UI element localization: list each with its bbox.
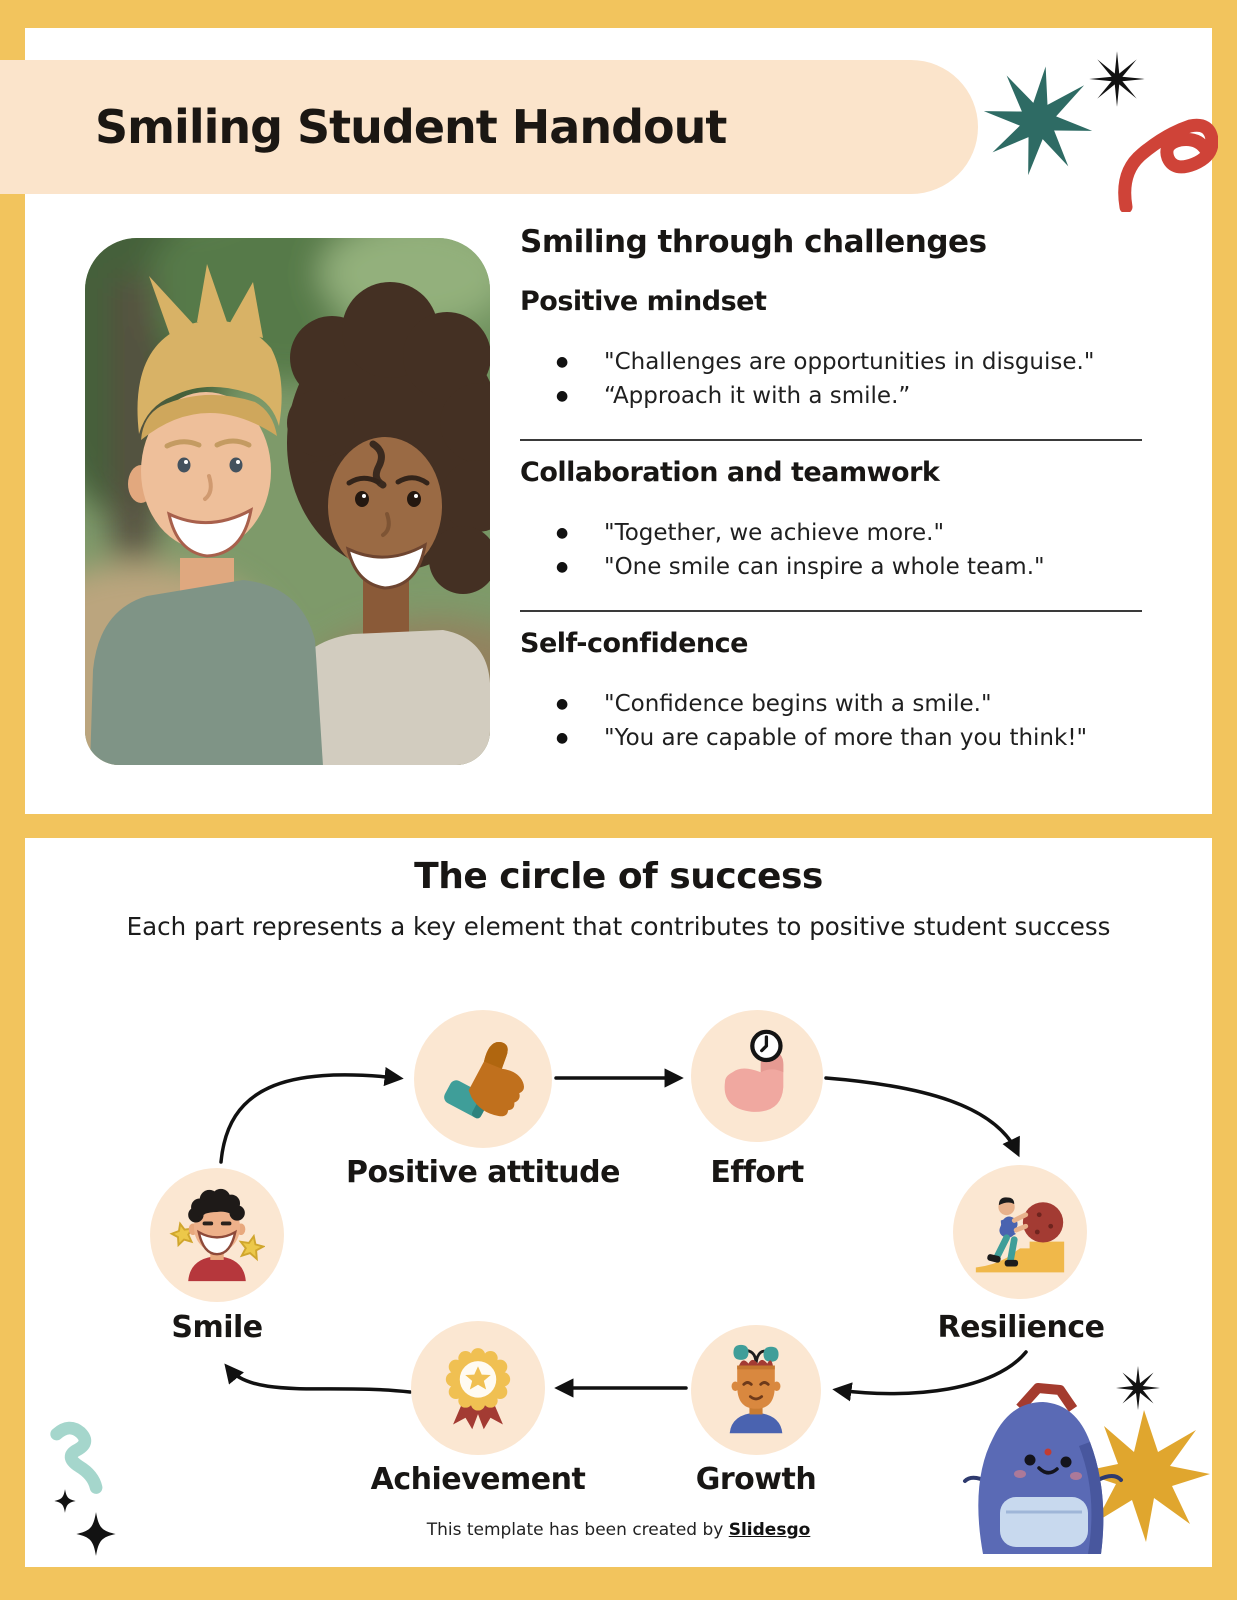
thumbs-up-icon xyxy=(435,1031,531,1127)
node-label-achievement: Achievement xyxy=(370,1462,586,1497)
bullet-item: ● "Challenges are opportunities in disguise." xyxy=(520,345,1142,379)
bullet-list xyxy=(520,687,1142,755)
teal-squiggle-icon xyxy=(46,1420,118,1496)
black-sparkle-icon xyxy=(1088,50,1146,108)
node-label-growth: Growth xyxy=(695,1462,817,1497)
slidesgo-link[interactable]: Slidesgo xyxy=(728,1520,811,1540)
flexed-arm-clock-icon xyxy=(710,1029,804,1123)
circle-heading: The circle of success xyxy=(414,856,823,897)
subsection-title: Self-confidence xyxy=(520,628,748,659)
challenges-heading: Smiling through challenges xyxy=(520,224,987,260)
bullet-item: ● "Together, we achieve more." xyxy=(520,516,1142,550)
bullet-list xyxy=(520,516,1142,584)
node-label-smile: Smile xyxy=(171,1310,263,1345)
node-label-effort: Effort xyxy=(710,1155,804,1190)
node-smile xyxy=(150,1168,284,1302)
subsection-collaboration xyxy=(520,441,1142,612)
smiling-face-icon xyxy=(169,1187,265,1283)
bullet-item: ● “Approach it with a smile.” xyxy=(520,379,1142,413)
person-pushing-ball-icon xyxy=(972,1184,1068,1280)
black-sparkle-large-icon xyxy=(72,1510,120,1558)
subsection-title: Collaboration and teamwork xyxy=(520,457,940,488)
subsection-positive-mindset xyxy=(520,270,1142,441)
red-squiggle-icon xyxy=(1118,112,1218,212)
node-resilience xyxy=(953,1165,1087,1299)
bullet-list xyxy=(520,345,1142,413)
students-photo xyxy=(85,238,490,765)
node-achievement xyxy=(411,1321,545,1455)
node-effort xyxy=(691,1010,823,1142)
subsection-title: Positive mindset xyxy=(520,286,767,317)
black-sparkle-icon xyxy=(1116,1366,1160,1410)
bullet-item: ● "One smile can inspire a whole team." xyxy=(520,550,1142,584)
teal-star-icon xyxy=(983,66,1093,176)
backpack-icon xyxy=(965,1388,1121,1554)
node-label-resilience: Resilience xyxy=(937,1310,1105,1345)
bullet-item: ● "Confidence begins with a smile." xyxy=(520,687,1142,721)
two-smiling-children-image xyxy=(85,238,490,765)
node-growth xyxy=(691,1325,821,1455)
node-positive-attitude xyxy=(414,1010,552,1148)
medal-rosette-icon xyxy=(430,1340,526,1436)
bullet-item: ● "You are capable of more than you think!" xyxy=(520,721,1142,755)
footer-text: This template has been created by xyxy=(426,1520,729,1540)
head-with-plant-icon xyxy=(709,1343,803,1437)
title-banner xyxy=(0,60,978,194)
challenges-column xyxy=(520,224,1142,781)
page-title: Smiling Student Handout xyxy=(95,100,727,154)
node-label-positive-attitude: Positive attitude xyxy=(346,1155,620,1190)
subsection-self-confidence xyxy=(520,612,1142,781)
backpack-scene xyxy=(948,1362,1210,1562)
circle-subtitle: Each part represents a key element that contributes to positive student success xyxy=(126,912,1111,941)
